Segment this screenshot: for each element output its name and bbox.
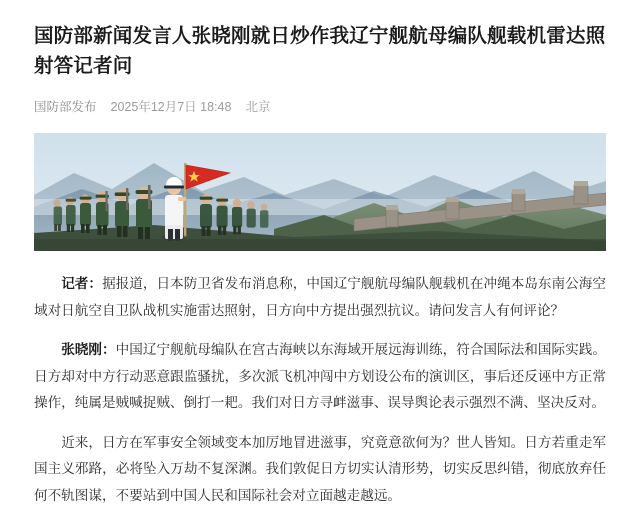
paragraph-lead: 记者： (61, 276, 103, 292)
paragraph-answer (34, 337, 606, 417)
hero-image (34, 133, 606, 251)
paragraph-answer-continued (34, 430, 606, 510)
paragraph-question (34, 271, 606, 324)
article-datetime: 2025年12月7日 18:48 (110, 100, 232, 115)
article-location: 北京 (245, 100, 271, 115)
article-meta (34, 97, 606, 115)
hero-illustration (34, 133, 606, 251)
paragraph-lead: 张晓刚： (61, 342, 116, 358)
paragraph-text: 据报道，日本防卫省发布消息称，中国辽宁舰航母编队舰载机在冲绳本岛东南公海空域对日航空自卫队战机实施雷达照射，日方向中方提出强烈抗议。请问发言人有何评论？ (34, 276, 607, 318)
article-source: 国防部发布 (34, 100, 97, 115)
paragraph-text: 近来，日方在军事安全领域变本加厉地冒进滋事，究竟意欲何为？世人皆知。日方若重走军国主义邪路，必将坠入万劫不复深渊。我们敦促日方切实认清形势，切实反思纠错，彻底放弃任何不轨图谋，不要站到中国人民和国际社会对立面越走越远。 (34, 434, 606, 503)
paragraph-text: 中国辽宁舰航母编队在宫古海峡以东海域开展远海训练，符合国际法和国际实践。日方却对中方行动恶意跟监骚扰，多次派飞机冲闯中方划设公布的演训区，事后还反诬中方正常操作，纯属是贼喊捉贼、倒打一耙。我们对日方寻衅滋事、误导舆论表示强烈不满、坚决反对。 (34, 342, 606, 411)
page-title: 国防部新闻发言人张晓刚就日炒作我辽宁舰航母编队舰载机雷达照射答记者问 (34, 25, 606, 77)
